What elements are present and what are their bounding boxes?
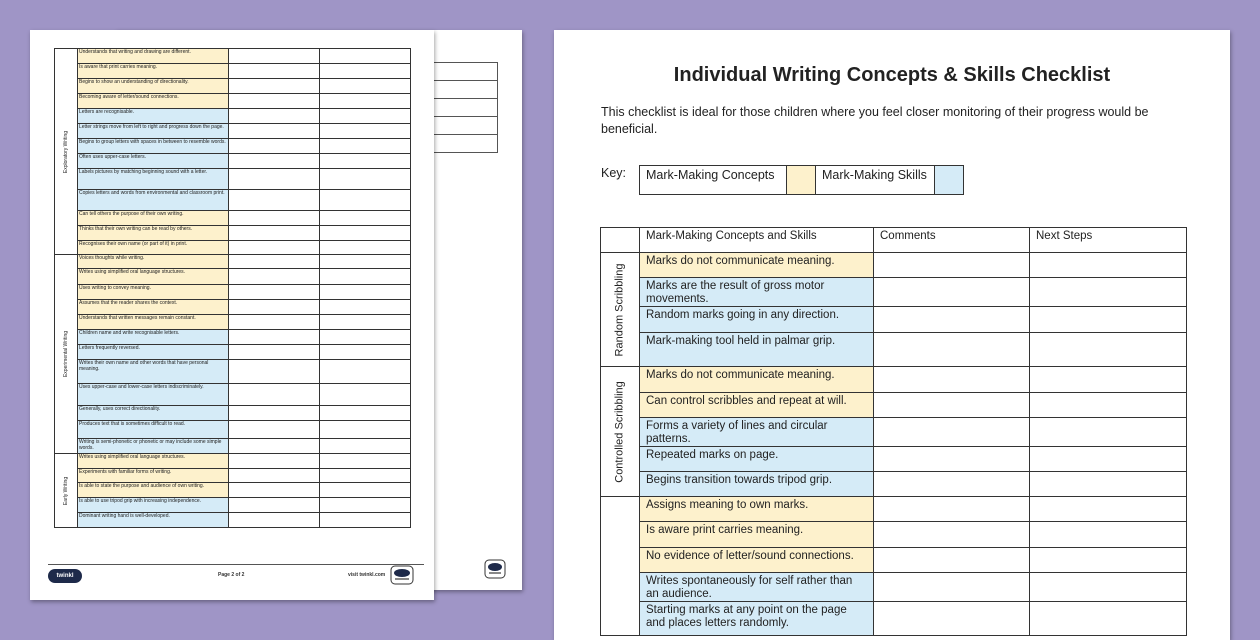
table-row (55, 315, 411, 330)
comments-cell[interactable] (229, 190, 320, 211)
category-cell (601, 497, 640, 636)
badge-icon (484, 559, 506, 579)
comments-cell[interactable] (229, 154, 320, 169)
table-row (55, 64, 411, 79)
table-row (601, 447, 1187, 472)
table-row (55, 421, 411, 439)
item-cell: Becoming aware of letter/sound connections. (78, 94, 229, 109)
table-row (55, 285, 411, 300)
comments-cell[interactable] (874, 393, 1030, 418)
key-concepts-label: Mark-Making Concepts (640, 166, 787, 195)
item-cell: Repeated marks on page. (640, 447, 874, 472)
table-row (55, 513, 411, 528)
next-steps-cell[interactable] (320, 483, 411, 498)
comments-cell[interactable] (874, 522, 1030, 548)
item-cell: Letter strings move from left to right and progress down the page. (78, 124, 229, 139)
next-steps-cell[interactable] (320, 498, 411, 513)
page-number: Page 2 of 2 (218, 572, 245, 578)
next-steps-cell[interactable] (320, 345, 411, 360)
table-row (601, 278, 1187, 307)
comments-cell[interactable] (229, 513, 320, 528)
table-row (601, 367, 1187, 393)
item-cell: Dominant writing hand is well-developed. (78, 513, 229, 528)
next-steps-cell[interactable] (320, 469, 411, 483)
comments-cell[interactable] (229, 269, 320, 285)
category-label: Random Scribbling (613, 263, 626, 356)
comments-cell[interactable] (874, 253, 1030, 278)
item-cell: Experiments with familiar forms of writing. (78, 469, 229, 483)
next-steps-cell[interactable] (320, 406, 411, 421)
comments-cell[interactable] (229, 439, 320, 454)
next-steps-cell[interactable] (320, 211, 411, 226)
table-row (55, 94, 411, 109)
table-row (601, 573, 1187, 602)
next-steps-cell[interactable] (320, 79, 411, 94)
key-skills-swatch (935, 166, 964, 195)
next-steps-cell[interactable] (320, 439, 411, 454)
item-cell: Uses upper-case and lower-case letters indiscriminately. (78, 384, 229, 406)
comments-cell[interactable] (874, 573, 1030, 602)
next-steps-cell[interactable] (320, 64, 411, 79)
item-cell: Can tell others the purpose of their own writing. (78, 211, 229, 226)
table-row (55, 109, 411, 124)
comments-cell[interactable] (229, 315, 320, 330)
next-steps-cell[interactable] (320, 285, 411, 300)
next-steps-cell[interactable] (1030, 497, 1187, 522)
next-steps-cell[interactable] (320, 269, 411, 285)
table-row (55, 406, 411, 421)
table-row (55, 300, 411, 315)
table-row (55, 190, 411, 211)
back-page-table-fragment (432, 62, 498, 153)
table-row (55, 330, 411, 345)
next-steps-cell[interactable] (1030, 367, 1187, 393)
comments-cell[interactable] (229, 483, 320, 498)
comments-cell[interactable] (229, 169, 320, 190)
next-steps-cell[interactable] (1030, 307, 1187, 333)
table-row (55, 139, 411, 154)
header-items: Mark-Making Concepts and Skills (640, 228, 874, 253)
table-row (601, 333, 1187, 367)
comments-cell[interactable] (229, 469, 320, 483)
table-row (55, 384, 411, 406)
next-steps-cell[interactable] (1030, 522, 1187, 548)
item-cell: Can control scribbles and repeat at will. (640, 393, 874, 418)
next-steps-cell[interactable] (1030, 333, 1187, 367)
comments-cell[interactable] (229, 300, 320, 315)
comments-cell[interactable] (229, 226, 320, 241)
intro-text: This checklist is ideal for those children where you feel closer monitoring of their progress would be beneficial. (601, 105, 1149, 136)
item-cell: Mark-making tool held in palmar grip. (640, 333, 874, 367)
comments-cell[interactable] (229, 64, 320, 79)
table-row (601, 548, 1187, 573)
comments-cell[interactable] (229, 285, 320, 300)
next-steps-cell[interactable] (320, 300, 411, 315)
table-row (601, 393, 1187, 418)
comments-cell[interactable] (874, 602, 1030, 636)
item-cell: Letters are recognisable. (78, 109, 229, 124)
item-cell: Children name and write recognisable letters. (78, 330, 229, 345)
item-cell: Random marks going in any direction. (640, 307, 874, 333)
item-cell: Assumes that the reader shares the context. (78, 300, 229, 315)
key-concepts-swatch (787, 166, 816, 195)
next-steps-cell[interactable] (1030, 573, 1187, 602)
comments-cell[interactable] (874, 367, 1030, 393)
comments-cell[interactable] (229, 454, 320, 469)
table-row (55, 454, 411, 469)
header-blank (601, 228, 640, 253)
checklist-page-1 (554, 30, 1230, 640)
table-row (601, 497, 1187, 522)
next-steps-cell[interactable] (1030, 253, 1187, 278)
comments-cell[interactable] (229, 94, 320, 109)
checklist-table (600, 227, 1187, 636)
category-label: Experimental Writing (63, 330, 69, 378)
badge-icon (390, 565, 414, 585)
comments-cell[interactable] (229, 345, 320, 360)
item-cell: Is aware print carries meaning. (640, 522, 874, 548)
table-row (55, 498, 411, 513)
table-row (55, 255, 411, 269)
next-steps-cell[interactable] (320, 49, 411, 64)
comments-cell[interactable] (874, 497, 1030, 522)
table-row (601, 472, 1187, 497)
item-cell: Marks do not communicate meaning. (640, 367, 874, 393)
category-cell (601, 367, 640, 497)
comments-cell[interactable] (874, 307, 1030, 333)
table-row (55, 169, 411, 190)
comments-cell[interactable] (229, 406, 320, 421)
item-cell: Understands that writing and drawing are different. (78, 49, 229, 64)
next-steps-cell[interactable] (320, 315, 411, 330)
item-cell: Starting marks at any point on the page and places letters randomly. (640, 602, 874, 636)
item-cell: Copies letters and words from environmental and classroom print. (78, 190, 229, 211)
item-cell: Often uses upper-case letters. (78, 154, 229, 169)
item-cell: Forms a variety of lines and circular patterns. (640, 418, 874, 447)
comments-cell[interactable] (229, 384, 320, 406)
comments-cell[interactable] (229, 49, 320, 64)
item-cell: Writes their own name and other words that have personal meaning. (78, 360, 229, 384)
comments-cell[interactable] (229, 241, 320, 255)
next-steps-cell[interactable] (1030, 447, 1187, 472)
item-cell: Writes using simplified oral language structures. (78, 269, 229, 285)
header-next-steps: Next Steps (1030, 228, 1187, 253)
key-label: Key: (601, 166, 627, 180)
item-cell: No evidence of letter/sound connections. (640, 548, 874, 573)
next-steps-cell[interactable] (1030, 602, 1187, 636)
item-cell: Is able to state the purpose and audience of own writing. (78, 483, 229, 498)
next-steps-cell[interactable] (320, 109, 411, 124)
item-cell: Thinks that their own writing can be read by others. (78, 226, 229, 241)
category-cell (55, 49, 78, 255)
item-cell: Letters frequently reversed. (78, 345, 229, 360)
next-steps-cell[interactable] (320, 384, 411, 406)
category-label: Exploratory Writing (63, 130, 69, 173)
comments-cell[interactable] (229, 330, 320, 345)
table-row (55, 49, 411, 64)
page-2-checklist-table (54, 48, 411, 528)
table-row (55, 211, 411, 226)
table-row (55, 360, 411, 384)
comments-cell[interactable] (229, 255, 320, 269)
next-steps-cell[interactable] (320, 330, 411, 345)
next-steps-cell[interactable] (1030, 418, 1187, 447)
table-row (55, 439, 411, 454)
comments-cell[interactable] (874, 278, 1030, 307)
item-cell: Voices thoughts while writing. (78, 255, 229, 269)
comments-cell[interactable] (874, 472, 1030, 497)
table-row (601, 602, 1187, 636)
next-steps-cell[interactable] (320, 94, 411, 109)
item-cell: Uses writing to convey meaning. (78, 285, 229, 300)
twinkl-logo: twinkl (48, 569, 82, 583)
next-steps-cell[interactable] (320, 513, 411, 528)
item-cell: Recognises their own name (or part of it) in print. (78, 241, 229, 255)
comments-cell[interactable] (229, 79, 320, 94)
item-cell: Begins to show an understanding of directionality. (78, 79, 229, 94)
next-steps-cell[interactable] (320, 124, 411, 139)
category-cell (601, 253, 640, 367)
table-row (55, 269, 411, 285)
header-comments: Comments (874, 228, 1030, 253)
comments-cell[interactable] (874, 447, 1030, 472)
table-row (55, 345, 411, 360)
item-cell: Marks do not communicate meaning. (640, 253, 874, 278)
table-row (55, 79, 411, 94)
table-row (601, 418, 1187, 447)
next-steps-cell[interactable] (320, 226, 411, 241)
item-cell: Produces text that is sometimes difficult to read. (78, 421, 229, 439)
table-row (55, 483, 411, 498)
item-cell: Begins transition towards tripod grip. (640, 472, 874, 497)
comments-cell[interactable] (229, 360, 320, 384)
next-steps-cell[interactable] (1030, 278, 1187, 307)
next-steps-cell[interactable] (320, 421, 411, 439)
comments-cell[interactable] (229, 124, 320, 139)
table-row (55, 469, 411, 483)
item-cell: Generally, uses correct directionality. (78, 406, 229, 421)
table-row (601, 307, 1187, 333)
next-steps-cell[interactable] (320, 154, 411, 169)
comments-cell[interactable] (874, 548, 1030, 573)
table-row (55, 124, 411, 139)
category-cell (55, 454, 78, 528)
item-cell: Is able to use tripod grip with increasing independence. (78, 498, 229, 513)
table-header-row (601, 228, 1187, 253)
category-cell (55, 255, 78, 454)
next-steps-cell[interactable] (1030, 548, 1187, 573)
item-cell: Begins to group letters with spaces in between to resemble words. (78, 139, 229, 154)
next-steps-cell[interactable] (320, 169, 411, 190)
page-footer (48, 564, 424, 585)
item-cell: Labels pictures by matching beginning sound with a letter. (78, 169, 229, 190)
next-steps-cell[interactable] (320, 139, 411, 154)
visit-text: visit twinkl.com (348, 572, 386, 578)
comments-cell[interactable] (874, 418, 1030, 447)
next-steps-cell[interactable] (320, 454, 411, 469)
item-cell: Writes spontaneously for self rather than an audience. (640, 573, 874, 602)
table-row (55, 241, 411, 255)
table-row (601, 522, 1187, 548)
next-steps-cell[interactable] (1030, 472, 1187, 497)
category-label: Early Writing (63, 476, 69, 505)
comments-cell[interactable] (229, 211, 320, 226)
comments-cell[interactable] (229, 139, 320, 154)
item-cell: Writing is semi-phonetic or phonetic or may include some simple words. (78, 439, 229, 454)
color-key (639, 165, 964, 195)
table-row (601, 253, 1187, 278)
item-cell: Assigns meaning to own marks. (640, 497, 874, 522)
category-label: Controlled Scribbling (613, 380, 626, 483)
item-cell: Is aware that print carries meaning. (78, 64, 229, 79)
table-row (55, 226, 411, 241)
key-skills-label: Mark-Making Skills (816, 166, 935, 195)
checklist-page-2 (30, 30, 434, 600)
next-steps-cell[interactable] (320, 190, 411, 211)
comments-cell[interactable] (229, 421, 320, 439)
comments-cell[interactable] (874, 333, 1030, 367)
next-steps-cell[interactable] (1030, 393, 1187, 418)
next-steps-cell[interactable] (320, 241, 411, 255)
next-steps-cell[interactable] (320, 360, 411, 384)
item-cell: Understands that written messages remain constant. (78, 315, 229, 330)
item-cell: Writes using simplified oral language structures. (78, 454, 229, 469)
comments-cell[interactable] (229, 498, 320, 513)
next-steps-cell[interactable] (320, 255, 411, 269)
item-cell: Marks are the result of gross motor movements. (640, 278, 874, 307)
page-title: Individual Writing Concepts & Skills Checklist (673, 64, 1111, 86)
comments-cell[interactable] (229, 109, 320, 124)
table-row (55, 154, 411, 169)
